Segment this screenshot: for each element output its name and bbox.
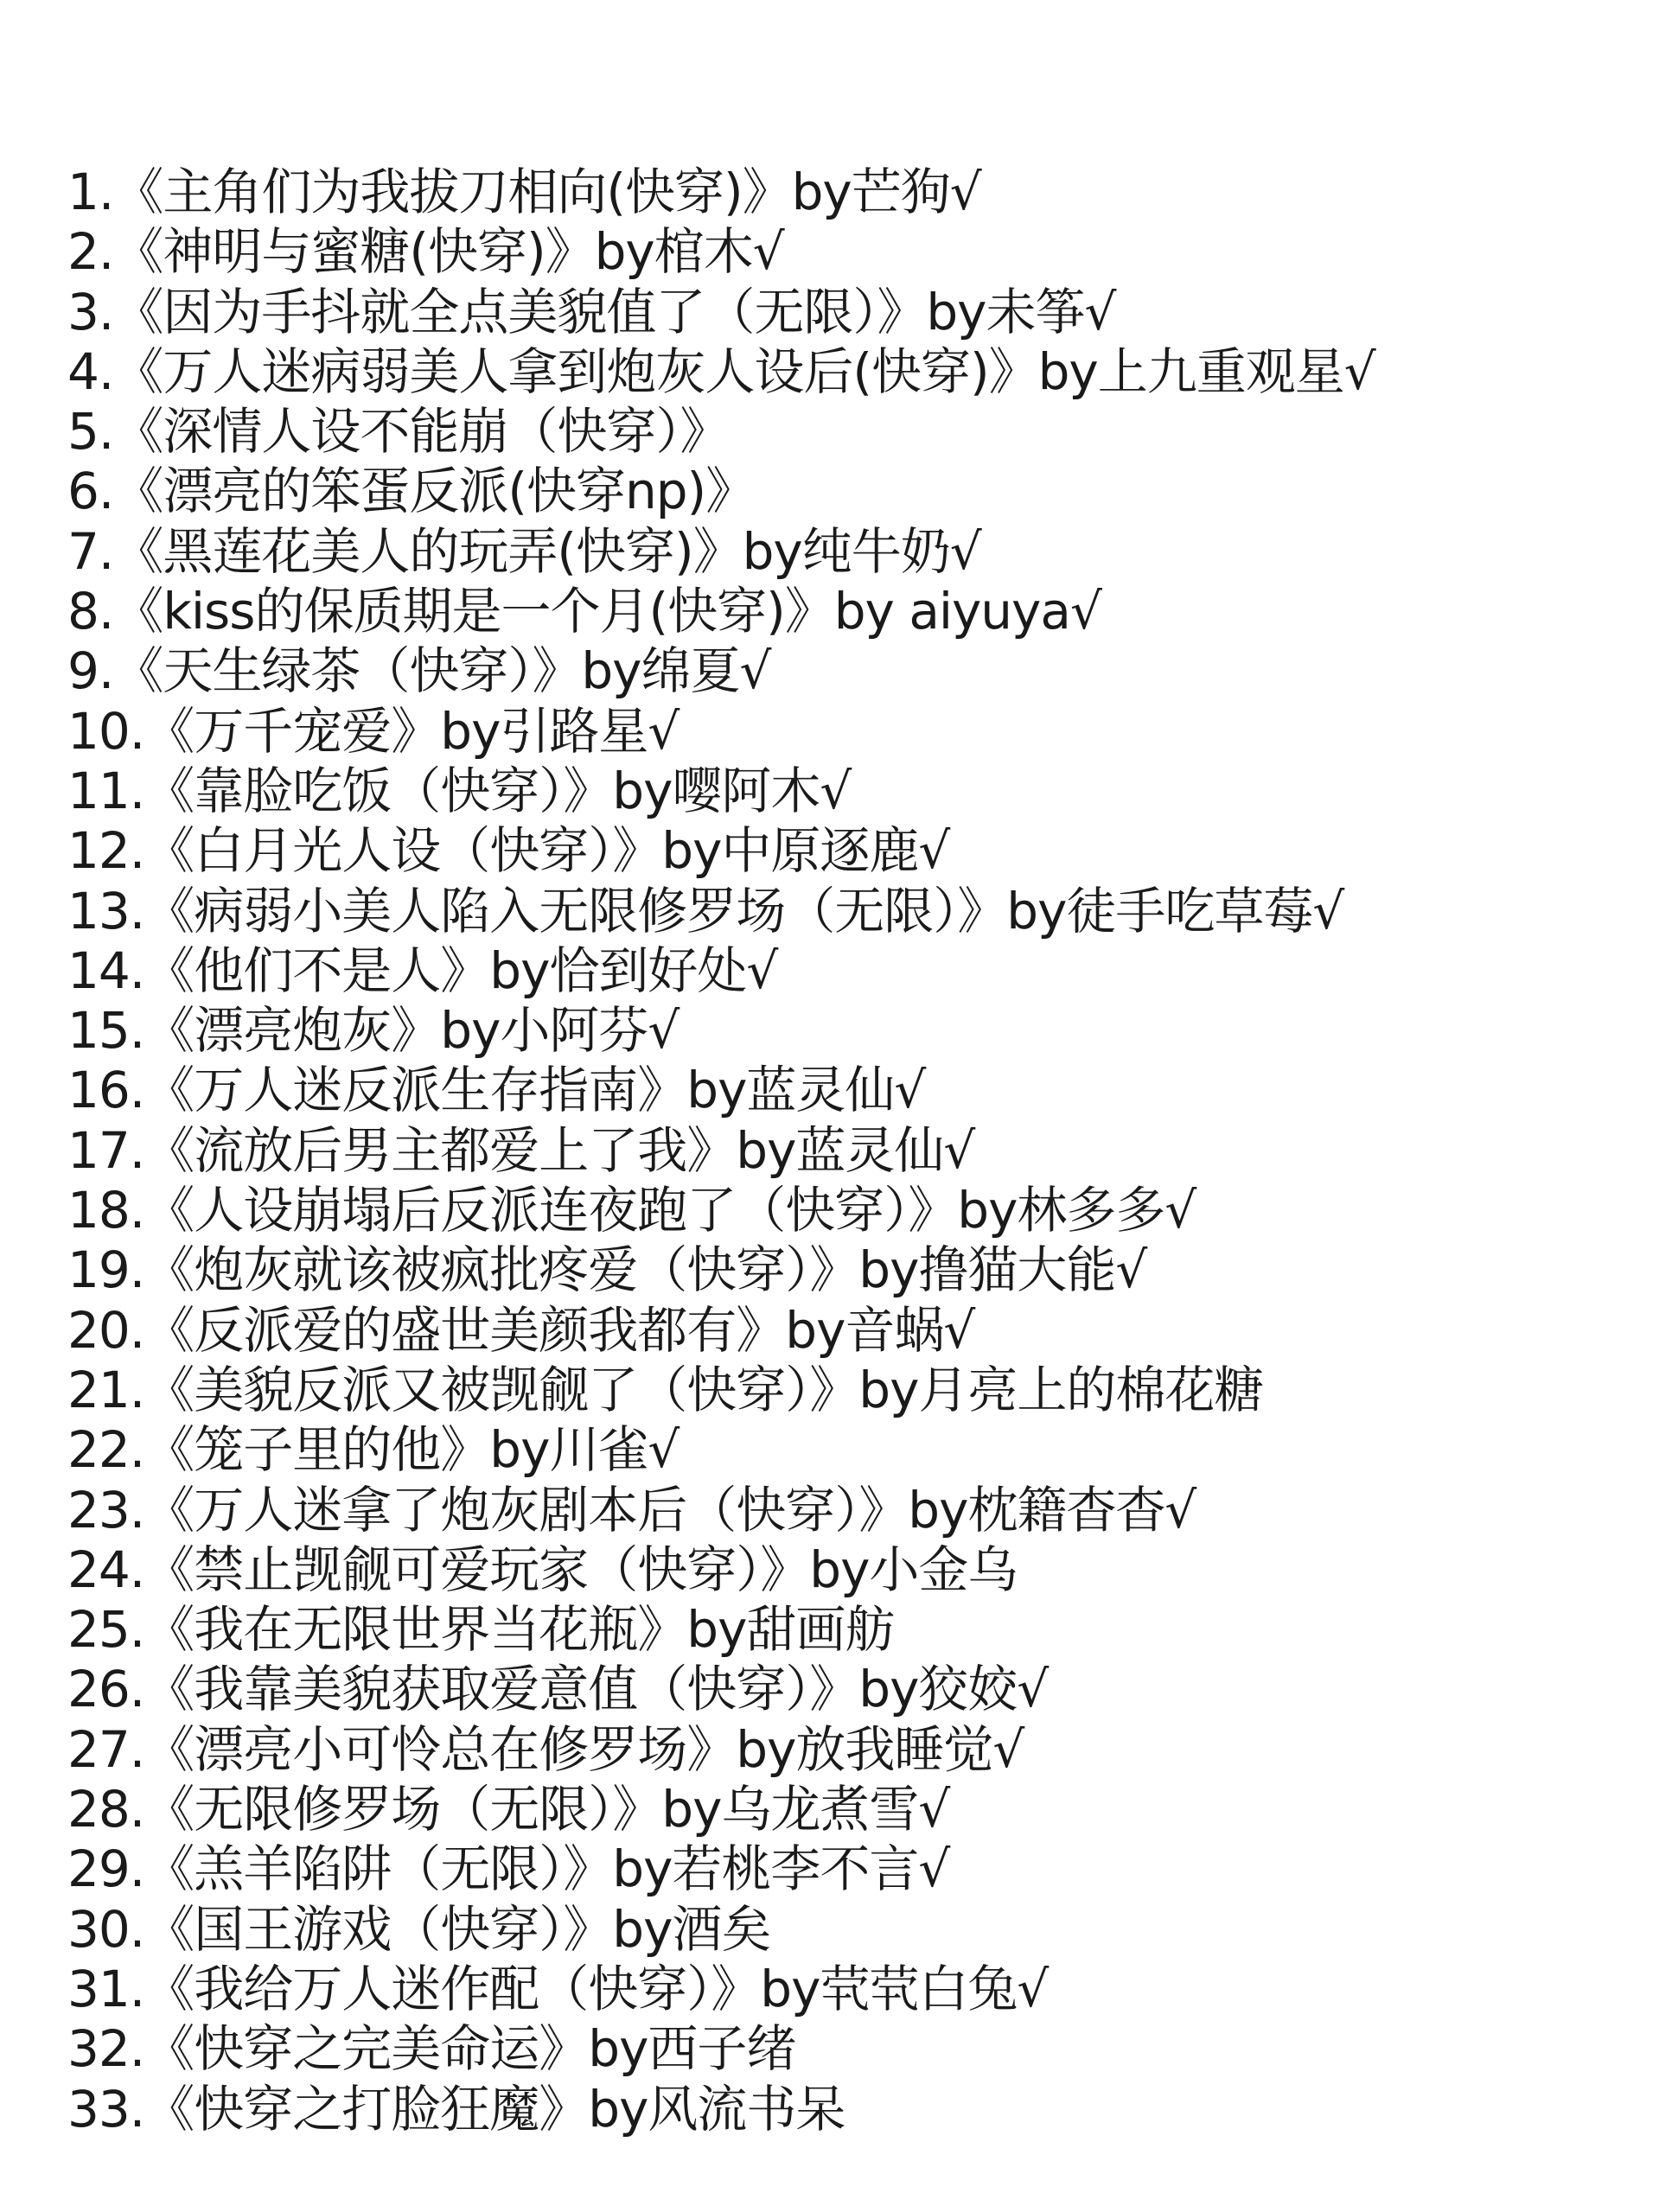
item-title: 《主角们为我拔刀相向(快穿)》by芒狗 [113,163,950,221]
item-title: 《万千宠爱》by引路星 [144,701,648,761]
item-title: 《美貌反派又被觊觎了（快穿）》by月亮上的棉花糖 [144,1360,1264,1419]
list-item [67,1481,1641,1540]
list-item [67,1960,1641,2019]
item-title: 《快穿之打脸狂魔》by风流书呆 [144,2079,845,2139]
item-title: 《白月光人设（快穿）》by中原逐鹿 [144,821,919,881]
item-title: 《国王游戏（快穿）》by酒矣 [144,1899,771,1959]
checkmark: √ [1164,1181,1196,1240]
item-number: 20. [67,1300,145,1360]
item-number: 31. [67,1959,145,2018]
checkmark: √ [820,761,852,820]
item-number: 10. [67,701,145,761]
list-item [67,2080,1641,2139]
list-item [67,1181,1641,1240]
item-title: 《他们不是人》by恰到好处 [144,940,747,1000]
item-title: 《万人迷拿了炮灰剧本后（快穿）》by枕籍杳杳 [144,1480,1165,1539]
list-item [67,882,1641,941]
list-item [67,1420,1641,1480]
item-number: 23. [67,1480,145,1539]
list-item [67,402,1641,462]
item-title: 《病弱小美人陷入无限修罗场（无限）》by徒手吃草莓 [144,881,1313,940]
item-title: 《我靠美貌获取爱意值（快穿）》by狡姣 [144,1660,1018,1719]
item-number: 13. [67,881,145,940]
checkmark: √ [1164,1480,1196,1539]
list-item [67,2019,1641,2079]
item-title: 《快穿之完美命运》by西子绪 [144,2019,796,2079]
checkmark: √ [1084,282,1116,341]
item-title: 《因为手抖就全点美貌值了（无限）》by未筝 [113,282,1085,341]
list-item [67,1121,1641,1181]
item-number: 3. [67,282,114,341]
list-item [67,941,1641,1001]
item-number: 6. [67,462,114,521]
item-title: 《神明与蜜糖(快穿)》by棺木 [113,222,753,282]
list-item [67,1301,1641,1361]
item-number: 7. [67,521,114,581]
checkmark: √ [918,1839,950,1899]
item-title: 《炮灰就该被疯批疼爱（快穿）》by撸猫大能 [144,1240,1116,1300]
checkmark: √ [949,163,981,221]
list-item [67,1900,1641,1960]
list-item [67,462,1641,521]
item-number: 25. [67,1600,145,1660]
list-item [67,1540,1641,1600]
item-title: 《万人迷病弱美人拿到炮灰人设后(快穿)》by上九重观星 [113,341,1344,401]
list-item [67,1720,1641,1780]
checkmark: √ [1017,1660,1049,1719]
list-item [67,1001,1641,1061]
checkmark: √ [746,940,778,1000]
checkmark: √ [648,1001,680,1061]
item-title: 《无限修罗场（无限）》by乌龙煮雪 [144,1780,919,1839]
list-item [67,342,1641,402]
checkmark: √ [943,1300,975,1360]
list-item [67,1600,1641,1660]
item-title: 《我给万人迷作配（快穿）》by茕茕白兔 [144,1959,1018,2018]
item-title: 《靠脸吃饭（快穿）》by嘤阿木 [144,761,820,820]
book-list [67,163,1641,2139]
item-title: 《流放后男主都爱上了我》by蓝灵仙 [144,1120,944,1180]
item-title: 《天生绿茶（快穿）》by绵夏 [113,641,740,701]
item-number: 1. [67,163,114,221]
item-title: 《羔羊陷阱（无限）》by若桃李不言 [144,1839,919,1899]
item-title: 《漂亮小可怜总在修罗场》by放我睡觉 [144,1719,993,1779]
item-number: 26. [67,1660,145,1719]
item-number: 19. [67,1240,145,1300]
checkmark: √ [894,1061,926,1120]
list-item [67,1839,1641,1899]
checkmark: √ [943,1120,975,1180]
checkmark: √ [1069,582,1101,641]
item-title: 《万人迷反派生存指南》by蓝灵仙 [144,1061,895,1120]
list-item [67,522,1641,582]
list-item [67,582,1641,641]
checkmark: √ [918,1780,950,1839]
checkmark: √ [992,1719,1024,1779]
list-item [67,1660,1641,1719]
checkmark: √ [1017,1959,1049,2018]
item-number: 11. [67,761,145,820]
item-title: 《人设崩塌后反派连夜跑了（快穿）》by林多多 [144,1181,1165,1240]
item-number: 24. [67,1539,145,1599]
checkmark: √ [1115,1240,1147,1300]
list-item [67,821,1641,881]
item-number: 8. [67,582,114,641]
item-title: 《禁止觊觎可爱玩家（快穿）》by小金乌 [144,1539,1018,1599]
list-item [67,762,1641,821]
item-title: 《黑莲花美人的玩弄(快穿)》by纯牛奶 [113,521,950,581]
item-number: 18. [67,1181,145,1240]
item-title: 《笼子里的他》by川雀 [144,1420,648,1480]
list-item [67,222,1641,282]
item-title: 《反派爱的盛世美颜我都有》by音蜗 [144,1300,944,1360]
item-number: 29. [67,1839,145,1899]
item-number: 12. [67,821,145,881]
item-title: 《深情人设不能崩（快穿）》 [113,402,730,462]
item-number: 4. [67,341,114,401]
item-number: 32. [67,2019,145,2079]
item-number: 16. [67,1061,145,1120]
list-item [67,1240,1641,1300]
item-title: 《我在无限世界当花瓶》by甜画舫 [144,1600,895,1660]
item-number: 17. [67,1120,145,1180]
checkmark: √ [648,1420,680,1480]
checkmark: √ [949,521,981,581]
item-number: 9. [67,641,114,701]
list-item [67,283,1641,342]
item-title: 《kiss的保质期是一个月(快穿)》by aiyuya [113,582,1070,641]
item-title: 《漂亮炮灰》by小阿芬 [144,1001,648,1061]
item-number: 15. [67,1001,145,1061]
list-item [67,702,1641,762]
item-number: 2. [67,222,114,282]
item-number: 33. [67,2079,145,2139]
checkmark: √ [918,821,950,881]
list-item [67,1061,1641,1120]
item-title: 《漂亮的笨蛋反派(快穿np)》 [113,462,756,521]
checkmark: √ [739,641,771,701]
item-number: 28. [67,1780,145,1839]
list-item [67,1361,1641,1420]
list-item [67,641,1641,701]
list-item [67,1780,1641,1839]
item-number: 5. [67,402,114,462]
item-number: 21. [67,1360,145,1419]
checkmark: √ [1312,881,1344,940]
item-number: 27. [67,1719,145,1779]
item-number: 22. [67,1420,145,1480]
checkmark: √ [752,222,784,282]
checkmark: √ [648,701,680,761]
item-number: 14. [67,940,145,1000]
item-number: 30. [67,1899,145,1959]
list-item [67,163,1641,222]
checkmark: √ [1343,341,1375,401]
